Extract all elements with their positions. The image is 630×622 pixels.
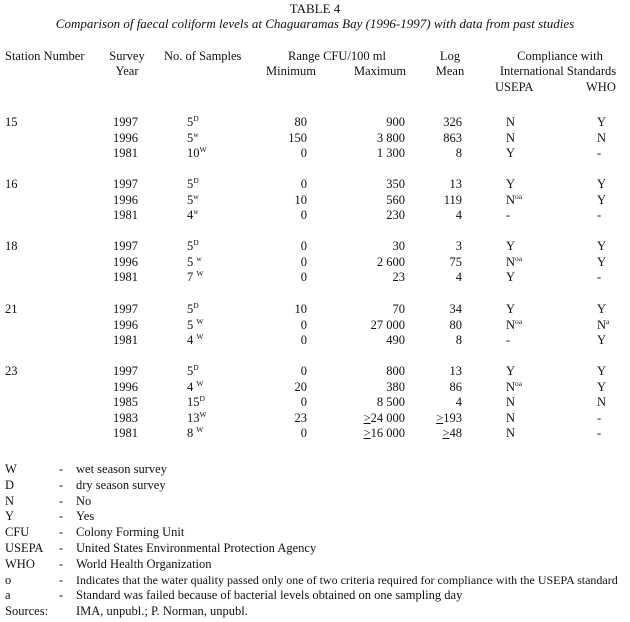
who-compliance: - [597,270,602,284]
who-compliance: - [597,208,602,222]
range-maximum: 30 [392,239,405,253]
log-mean: 4 [455,395,462,409]
legend-dash: - [59,494,64,508]
station-number: 18 [5,239,18,253]
range-maximum: 350 [386,177,405,191]
range-minimum: 0 [300,426,307,440]
sample-count: 4 $^W$ [187,379,204,394]
legend-key: D [5,478,15,492]
who-compliance: Y [597,255,607,269]
usepa-compliance: Y [506,146,516,160]
header-station: Station Number [5,49,85,63]
greater-equal-symbol: > [436,411,444,425]
legend-dash: - [59,462,64,476]
legend-dash: - [59,509,64,523]
range-minimum: 20 [294,380,307,394]
survey-year: 1997 [113,302,138,316]
legend-dash: - [59,541,64,555]
range-minimum: 80 [294,115,307,129]
table-caption: Comparison of faecal coliform levels at Chaguaramas Bay (1996-1997) with data from past studies [55,16,575,31]
sample-count: 5$^w$ [187,192,199,207]
survey-year: 1996 [113,318,138,332]
header-log-line1: Log [439,49,461,63]
usepa-compliance: N [506,115,516,129]
range-maximum: 490 [386,333,405,347]
range-minimum: 0 [300,333,307,347]
sample-count: 5$^w$ [187,130,199,145]
log-mean: 326 [443,115,462,129]
range-minimum: 0 [300,239,307,253]
header-survey-line2: Year [115,64,139,78]
range-maximum: 1 300 [376,146,405,160]
log-mean: 4 [455,208,462,222]
who-compliance: Y [597,115,607,129]
log-mean: 80 [449,318,462,332]
survey-year: 1981 [113,270,138,284]
survey-year: 1997 [113,177,138,191]
who-compliance: Y [597,302,607,316]
usepa-compliance: N [506,131,516,145]
legend-dash: - [59,478,64,492]
range-maximum: >16 000 [363,426,405,440]
who-compliance: $N^a$ [597,317,610,332]
range-maximum: 70 [392,302,405,316]
range-minimum: 0 [300,177,307,191]
legend-text: World Health Organization [76,557,212,571]
legend-key: CFU [5,525,30,539]
range-minimum: 10 [294,193,307,207]
legend-key: o [5,573,12,587]
sample-count: 4$^w$ [187,207,199,222]
usepa-compliance: N [506,426,516,440]
log-mean: 863 [443,131,462,145]
range-minimum: 0 [300,364,307,378]
log-mean: 8 [455,146,462,160]
log-mean: 13 [449,177,462,191]
survey-year: 1983 [113,411,138,425]
survey-year: 1981 [113,146,138,160]
station-number: 23 [5,364,18,378]
range-minimum: 150 [288,131,307,145]
legend-text: Colony Forming Unit [76,525,185,539]
range-maximum: 2 600 [376,255,405,269]
header-survey-line1: Survey [109,49,145,63]
range-minimum: 0 [300,255,307,269]
sample-count: 4 $^W$ [187,332,204,347]
sample-count: $5^D$ [187,301,199,316]
range-maximum: 8 500 [376,395,405,409]
header-range: Range CFU/100 ml [288,49,386,63]
station-number: 16 [5,177,18,191]
usepa-compliance: - [506,208,511,222]
legend-dash: - [59,557,64,571]
range-minimum: 10 [294,302,307,316]
who-compliance: Y [597,333,607,347]
header-compliance-line2: International Standards [499,64,617,78]
legend-dash: - [59,588,64,602]
legend-key: a [5,588,11,602]
usepa-compliance: $N^{oa}$ [506,192,523,207]
range-minimum: 0 [300,146,307,160]
who-compliance: Y [597,177,607,191]
who-compliance: Y [597,193,607,207]
header-max: Maximum [354,64,407,78]
who-compliance: Y [597,364,607,378]
usepa-compliance: - [506,333,511,347]
survey-year: 1996 [113,380,138,394]
sample-count: $5^D$ [187,363,199,378]
survey-year: 1997 [113,364,138,378]
legend-text: Yes [76,509,95,523]
usepa-compliance: Y [506,270,516,284]
survey-year: 1997 [113,239,138,253]
sources-text: IMA, unpubl.; P. Norman, unpubl. [76,604,248,618]
range-maximum: 23 [392,270,405,284]
survey-year: 1996 [113,131,138,145]
range-maximum: 230 [386,208,405,222]
station-number: 21 [5,302,18,316]
sample-count: 7 $^W$ [187,269,204,284]
legend-text: Standard was failed because of bacterial levels obtained on one sampling day [76,588,463,602]
range-minimum: 0 [300,318,307,332]
log-mean: 34 [449,302,462,316]
station-number: 15 [5,115,18,129]
who-compliance: - [597,411,602,425]
range-maximum: 800 [386,364,405,378]
survey-year: 1985 [113,395,138,409]
survey-year: 1981 [113,426,138,440]
range-minimum: 0 [300,395,307,409]
legend-dash: - [59,525,64,539]
header-who: WHO [586,80,616,94]
sample-count: $15^D$ [187,394,205,409]
usepa-compliance: Y [506,177,516,191]
usepa-compliance: $N^{oa}$ [506,317,523,332]
usepa-compliance: N [506,395,516,409]
legend-key: USEPA [5,541,44,555]
sample-count: $10^W$ [187,145,207,160]
sample-count: $13^W$ [187,410,207,425]
range-maximum: 380 [386,380,405,394]
header-min: Minimum [266,64,317,78]
range-maximum: >24 000 [363,411,405,425]
log-mean: 4 [455,270,462,284]
sample-count: $5^D$ [187,238,199,253]
usepa-compliance: $N^{oa}$ [506,379,523,394]
legend-key: Y [5,509,15,523]
log-mean: 3 [455,239,462,253]
legend-key: N [5,494,15,508]
range-maximum: 560 [386,193,405,207]
table-title: TABLE 4 [289,1,341,16]
log-mean: 13 [449,364,462,378]
usepa-compliance: $N^{oa}$ [506,254,523,269]
survey-year: 1997 [113,115,138,129]
legend-text: Indicates that the water quality passed only one of two criteria required for compliance with the USEPA standard [76,573,618,587]
survey-year: 1981 [113,333,138,347]
who-compliance: - [597,146,602,160]
log-mean: >48 [442,426,462,440]
greater-equal-symbol: > [442,426,450,440]
who-compliance: - [597,426,602,440]
who-compliance: N [597,395,607,409]
usepa-compliance: N [506,411,516,425]
legend-text: wet season survey [76,462,167,476]
survey-year: 1996 [113,255,138,269]
range-minimum: 0 [300,270,307,284]
header-usepa: USEPA [495,80,534,94]
header-compliance-line1: Compliance with [517,49,603,63]
log-mean: 86 [449,380,462,394]
who-compliance: N [597,131,607,145]
range-maximum: 3 800 [376,131,405,145]
legend-dash: - [59,573,64,587]
legend-text: dry season survey [76,478,166,492]
sample-count: 5 $^w$ [187,254,202,269]
survey-year: 1981 [113,208,138,222]
range-maximum: 27 000 [370,318,405,332]
who-compliance: Y [597,239,607,253]
legend-text: No [76,494,92,508]
header-samples: No. of Samples [164,49,242,63]
sample-count: $5^D$ [187,176,199,191]
sample-count: 5 $^W$ [187,317,204,332]
log-mean: 119 [443,193,462,207]
log-mean: >193 [436,411,462,425]
legend-key: W [5,462,17,476]
greater-equal-symbol: > [363,411,371,425]
legend-key: WHO [5,557,35,571]
sample-count: 8 $^W$ [187,425,204,440]
log-mean: 75 [449,255,462,269]
range-minimum: 0 [300,208,307,222]
range-maximum: 900 [386,115,405,129]
sample-count: $5^D$ [187,114,199,129]
greater-equal-symbol: > [363,426,371,440]
survey-year: 1996 [113,193,138,207]
header-log-line2: Mean [435,64,465,78]
sources-label: Sources: [5,604,49,618]
log-mean: 8 [455,333,462,347]
usepa-compliance: Y [506,302,516,316]
usepa-compliance: Y [506,239,516,253]
legend-text: United States Environmental Protection Agency [76,541,317,555]
usepa-compliance: Y [506,364,516,378]
who-compliance: Y [597,380,607,394]
range-minimum: 23 [294,411,307,425]
